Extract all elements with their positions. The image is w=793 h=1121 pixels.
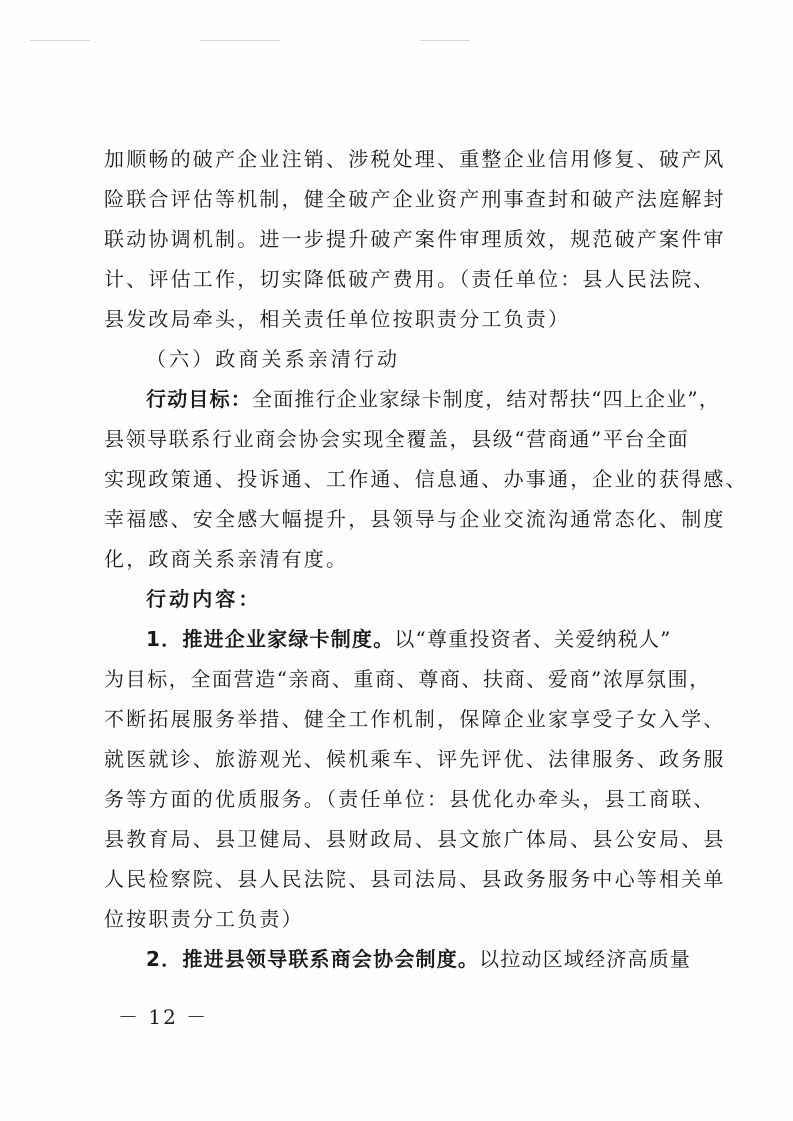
- paragraph-line: 实现政策通、投诉通、工作通、信息通、办事通，企业的获得感、: [104, 467, 748, 491]
- scan-artifact: [420, 40, 470, 41]
- paragraph-line: 幸福感、安全感大幅提升，县领导与企业交流沟通常态化、制度: [104, 507, 726, 531]
- paragraph-line: 险联合评估等机制，健全破产企业资产刑事查封和破产法庭解封: [104, 187, 726, 211]
- paragraph-line: 联动协调机制。进一步提升破产案件审理质效，规范破产案件审: [104, 227, 726, 251]
- item-1-text: 以“尊重投资者、关爱纳税人”: [394, 627, 672, 651]
- page-number: － 12 －: [118, 1005, 209, 1029]
- paragraph-line: [146, 946, 706, 972]
- item-1-label: 1．推进企业家绿卡制度。: [146, 627, 395, 651]
- paragraph-line: 位按职责分工负责）: [104, 907, 304, 931]
- paragraph-line: 县教育局、县卫健局、县财政局、县文旅广体局、县公安局、县: [104, 827, 726, 851]
- paragraph-line: [146, 386, 721, 412]
- paragraph-line: 就医就诊、旅游观光、候机乘车、评先评优、法律服务、政务服: [104, 747, 726, 771]
- paragraph-line: 为目标，全面营造“亲商、重商、尊商、扶商、爱商”浓厚氛围，: [104, 667, 711, 691]
- action-content-heading: 行动内容：: [146, 587, 262, 611]
- action-target-label: 行动目标：: [146, 387, 252, 411]
- item-2-text: 以拉动区域经济高质量: [479, 947, 692, 971]
- paragraph-line: 人民检察院、县人民法院、县司法局、县政务服务中心等相关单: [104, 867, 726, 891]
- paragraph-line: 县领导联系行业商会协会实现全覆盖，县级“营商通”平台全面: [104, 427, 690, 451]
- paragraph-line: [146, 626, 706, 652]
- action-target-text: 全面推行企业家绿卡制度，结对帮扶“四上企业”，: [252, 387, 721, 411]
- section-heading: （六）政商关系亲清行动: [146, 347, 401, 371]
- scan-artifact: [200, 40, 280, 41]
- paragraph-line: 化，政商关系亲清有度。: [104, 547, 349, 571]
- paragraph-line: 县发改局牵头，相关责任单位按职责分工负责）: [104, 307, 571, 331]
- paragraph-line: 计、评估工作，切实降低破产费用。（责任单位：县人民法院、: [104, 267, 716, 291]
- paragraph-line: 务等方面的优质服务。（责任单位：县优化办牵头，县工商联、: [104, 787, 716, 811]
- paragraph-line: 不断拓展服务举措、健全工作机制，保障企业家享受子女入学、: [104, 707, 726, 731]
- item-2-label: 2．推进县领导联系商会协会制度。: [146, 947, 480, 971]
- paragraph-line: 加顺畅的破产企业注销、涉税处理、重整企业信用修复、破产风: [104, 147, 726, 171]
- scan-artifact: [30, 40, 90, 41]
